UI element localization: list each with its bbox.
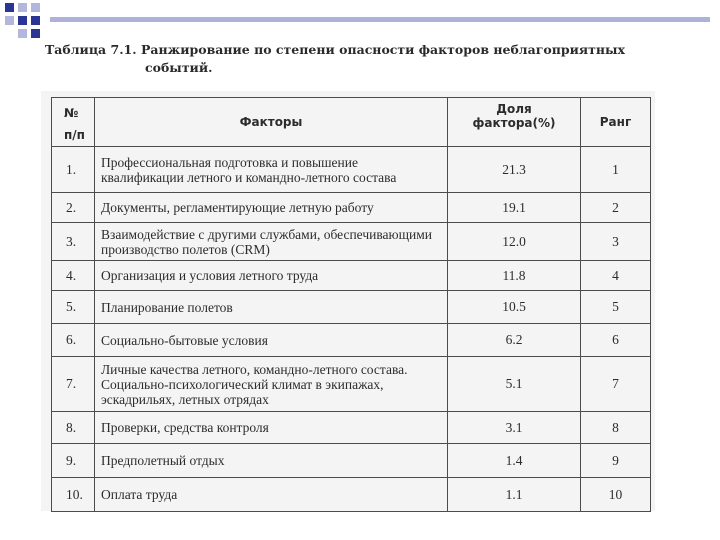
row-factor: Профессиональная подготовка и повышение квалификации летного и командно-летного состава [95,147,448,193]
table-row [52,357,651,412]
decor-square [18,29,27,38]
row-rank: 10 [581,478,651,512]
row-share: 19.1 [448,193,581,223]
row-share: 1.4 [448,444,581,478]
row-share: 11.8 [448,261,581,291]
decor-square [5,16,14,25]
row-rank: 8 [581,412,651,444]
decor-square [31,16,40,25]
row-number: 2. [52,193,95,223]
row-share: 3.1 [448,412,581,444]
decor-square [18,3,27,12]
row-number: 9. [52,444,95,478]
table-row [52,147,651,193]
row-rank: 4 [581,261,651,291]
header-share: Доля фактора(%) [448,98,581,147]
table-row [52,223,651,261]
table-caption [45,41,685,77]
row-rank: 9 [581,444,651,478]
row-factor: Личные качества летного, командно-летного состава. Социально-психологический климат в экипажах, эскадрильях, летных отрядах [95,357,448,412]
row-factor: Социально-бытовые условия [95,324,448,357]
row-share: 5.1 [448,357,581,412]
decor-square [31,29,40,38]
row-rank: 3 [581,223,651,261]
row-factor: Организация и условия летного труда [95,261,448,291]
row-number: 7. [52,357,95,412]
row-factor: Взаимодействие с другими службами, обеспечивающими производство полетов (CRM) [95,223,448,261]
row-number: 3. [52,223,95,261]
row-number: 1. [52,147,95,193]
table-row [52,261,651,291]
header-number: № п/п [52,98,95,147]
row-factor: Проверки, средства контроля [95,412,448,444]
header-factors: Факторы [95,98,448,147]
decor-square [31,3,40,12]
decor-square [5,3,14,12]
table-caption-line2: событий. [145,60,213,75]
table-row [52,324,651,357]
header-rank: Ранг [581,98,651,147]
row-factor: Предполетный отдых [95,444,448,478]
table-header-row [52,98,651,147]
row-share: 21.3 [448,147,581,193]
row-rank: 5 [581,291,651,324]
table-caption-line1: Таблица 7.1. Ранжирование по степени опасности факторов неблагоприятных [45,42,625,57]
slide-decoration [0,0,720,40]
factors-table [51,97,651,512]
row-number: 6. [52,324,95,357]
row-rank: 6 [581,324,651,357]
row-factor: Планирование полетов [95,291,448,324]
table-row [52,291,651,324]
row-factor: Оплата труда [95,478,448,512]
row-rank: 7 [581,357,651,412]
row-share: 1.1 [448,478,581,512]
table-row [52,444,651,478]
row-share: 10.5 [448,291,581,324]
row-factor: Документы, регламентирующие летную работу [95,193,448,223]
row-number: 5. [52,291,95,324]
table-row [52,478,651,512]
table-row [52,412,651,444]
row-number: 8. [52,412,95,444]
table-row [52,193,651,223]
row-share: 12.0 [448,223,581,261]
row-rank: 2 [581,193,651,223]
row-rank: 1 [581,147,651,193]
decor-line [50,17,710,22]
row-share: 6.2 [448,324,581,357]
row-number: 10. [52,478,95,512]
decor-square [18,16,27,25]
row-number: 4. [52,261,95,291]
